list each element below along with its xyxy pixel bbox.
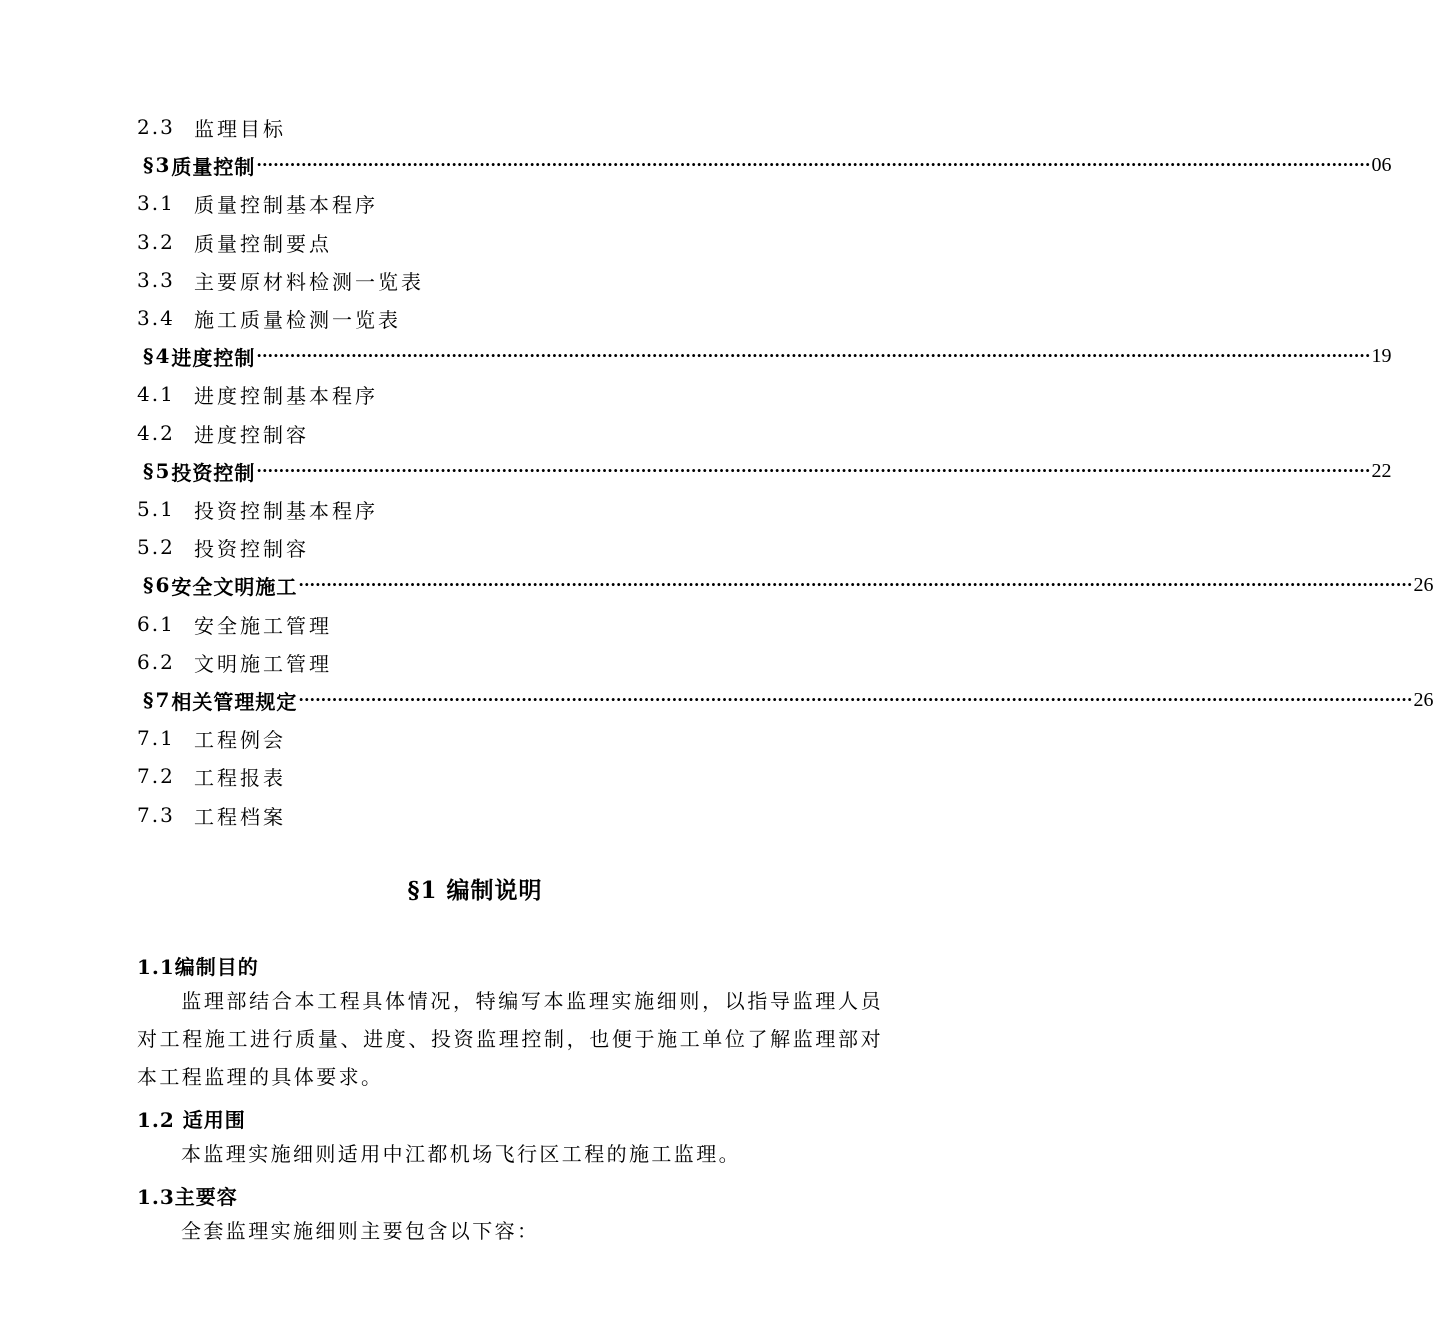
paragraph-purpose-text: 监理部结合本工程具体情况，特编写本监理实施细则，以指导监理人员对工程施工进行质量、进度、投资监理控制，也便于施工单位了解监理部对本工程监理的具体要求。	[137, 989, 883, 1089]
toc-entry-title: 文明施工管理	[194, 651, 332, 676]
toc-entry-title: 进度控制基本程序	[194, 383, 378, 408]
toc-entry-number: §7	[143, 688, 172, 712]
toc-chapter-entry	[137, 146, 1392, 184]
toc-section-entry	[137, 757, 862, 795]
toc-section-entry	[137, 605, 862, 643]
toc-entry-title: 投资控制	[171, 460, 256, 485]
toc-section-entry	[137, 299, 862, 337]
toc-entry-title: 质量控制要点	[194, 231, 332, 256]
toc-entry-title: 安全施工管理	[194, 613, 332, 638]
toc-entry-number: 3.4	[137, 306, 175, 330]
toc-section-entry	[137, 375, 862, 413]
toc-entry-number: 4.1	[137, 382, 175, 406]
toc-section-entry	[137, 414, 862, 452]
toc-entry-title: 安全文明施工	[171, 574, 298, 599]
toc-entry-number: 2.3	[137, 115, 175, 139]
toc-entry-title: 相关管理规定	[171, 689, 298, 714]
toc-leader-dots: ········································································································································································································	[298, 690, 1413, 709]
toc-entry-number: 6.2	[137, 650, 175, 674]
toc-entry-number: 3.2	[137, 230, 175, 254]
toc-entry-title: 工程例会	[194, 727, 286, 752]
toc-entry-number: 5.1	[137, 497, 175, 521]
toc-entry-number: 4.2	[137, 421, 175, 445]
toc-entry-title: 投资控制容	[194, 536, 309, 561]
toc-entry-title: 进度控制容	[194, 422, 309, 447]
toc-entry-number: 5.2	[137, 535, 175, 559]
toc-entry-number: 3.1	[137, 191, 175, 215]
paragraph-content-text: 全套监理实施细则主要包含以下容：	[181, 1219, 540, 1243]
toc-entry-title: 工程档案	[194, 804, 286, 829]
toc-section-entry	[137, 108, 862, 146]
toc-page-number: 26	[1413, 688, 1433, 711]
toc-entry-title: 工程报表	[194, 765, 286, 790]
toc-entry-number: §6	[143, 573, 172, 597]
toc-page-number: 22	[1371, 459, 1392, 482]
toc-section-entry	[137, 261, 862, 299]
toc-page-number: 06	[1371, 153, 1392, 176]
toc-entry-number: 3.3	[137, 268, 175, 292]
toc-section-entry	[137, 796, 862, 834]
section-heading: §1 编制说明	[407, 877, 543, 904]
toc-entry-title: 监理目标	[194, 116, 286, 141]
toc-leader-dots: ········································································································································································································	[298, 575, 1413, 594]
toc-page-number: 26	[1413, 573, 1433, 596]
paragraph-purpose	[137, 982, 883, 1096]
subsection-heading-purpose: 1.1编制目的	[137, 955, 259, 979]
toc-entry-title: 主要原材料检测一览表	[194, 269, 424, 294]
toc-entry-number: §5	[143, 459, 172, 483]
subsection-heading-scope: 1.2 适用围	[137, 1108, 246, 1132]
paragraph-scope-text: 本监理实施细则适用中江都机场飞行区工程的施工监理。	[181, 1142, 741, 1166]
toc-leader-dots: ········································································································································································································	[256, 461, 1371, 480]
toc-leader-dots: ········································································································································································································	[256, 155, 1371, 174]
toc-chapter-entry	[137, 681, 1433, 719]
toc-chapter-entry	[137, 452, 1392, 490]
toc-section-entry	[137, 719, 862, 757]
toc-entry-title: 进度控制	[171, 345, 256, 370]
subsection-heading-content: 1.3主要容	[137, 1185, 238, 1209]
toc-entry-number: 7.2	[137, 764, 175, 788]
toc-entry-number: 7.1	[137, 726, 175, 750]
toc-section-entry	[137, 184, 862, 222]
toc-entry-number: §4	[143, 344, 172, 368]
toc-chapter-entry	[137, 337, 1392, 375]
toc-entry-number: §3	[143, 153, 172, 177]
toc-entry-title: 质量控制基本程序	[194, 192, 378, 217]
toc-section-entry	[137, 528, 862, 566]
toc-page-number: 19	[1371, 344, 1392, 367]
toc-section-entry	[137, 490, 862, 528]
paragraph-content	[137, 1212, 883, 1250]
toc-chapter-entry	[137, 566, 1433, 604]
toc-section-entry	[137, 223, 862, 261]
toc-entry-number: 6.1	[137, 612, 175, 636]
paragraph-scope	[137, 1135, 883, 1173]
toc-section-entry	[137, 643, 862, 681]
toc-entry-title: 质量控制	[171, 154, 256, 179]
toc-leader-dots: ········································································································································································································	[256, 346, 1371, 365]
toc-entry-title: 投资控制基本程序	[194, 498, 378, 523]
toc-entry-number: 7.3	[137, 803, 175, 827]
toc-entry-title: 施工质量检测一览表	[194, 307, 401, 332]
